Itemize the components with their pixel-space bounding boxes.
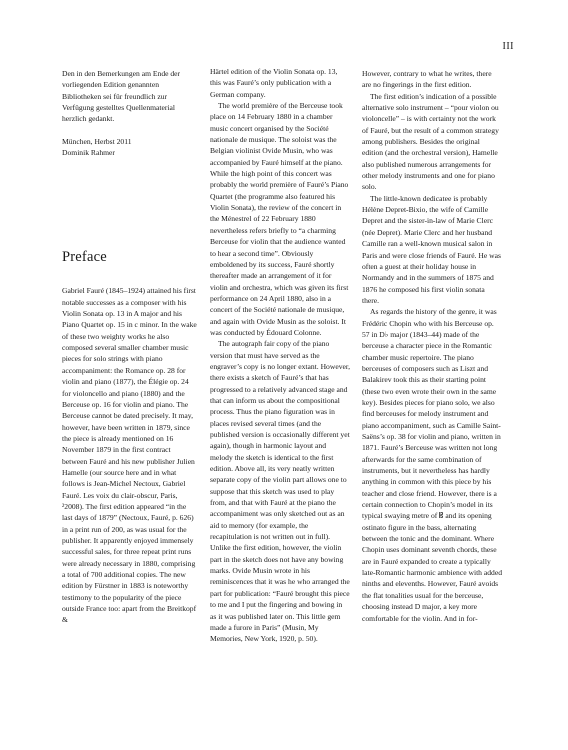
column-3 [362,68,502,624]
column2-paragraph-2: The world première of the Berceuse took place on 14 February 1880 in a chamber music concert organised by the Société nationale de musique. The soloist was the Belgian violinist Ovide Musin, who was accompanied by Fauré himself at the piano. While the high point of this concert was probably the world première of Fauré’s Piano Quartet (the programme also featured his Violin Sonata), the review of the concert in the Ménestrel of 22 February 1880 nevertheless refers briefly to “a charming Berceuse for violin that the audience wanted to hear a second time”. Obviously emboldened by its success, Fauré shortly thereafter made an arrangement of it for violin and orchestra, which was given its first performance on 24 April 1880, also in a concert of the Société nationale de musique, and again with Ovide Musin as the soloist. It was conducted by Édouard Colonne. [210,101,349,337]
column-2 [210,66,350,645]
column2-paragraph-1: Härtel edition of the Violin Sonata op. 13, this was Fauré’s only publication with a German company. [210,67,338,99]
column2-paragraph-3: The autograph fair copy of the piano version that must have served as the engraver’s copy is no longer extant. However, there exists a sketch of Fauré’s that has progressed to a relatively advanced stage and that can inform us about the compositional process. Thus the piano figuration was in places revised several times (and the published version is occasionally different yet again), though in harmonic layout and melody the sketch is identical to the first edition. Above all, its very neatly written separate copy of the violin part allows one to suppose that this sketch was used to play from, and that with Fauré at the piano the accompaniment was only sketched out as an aid to memory (for example, the recapitulation is not written out in full). Unlike the first edition, however, the violin part in the sketch does not have any bowing marks. Ovide Musin wrote in his reminiscences that it was he who arranged the part for publication: “Fauré brought this piece to me and I put the fingering and bowing in as it was published later on. This little gem made a furore in Paris” (Musin, My Memories, New York, 1920, p. 50). [210,339,350,644]
page-number: III [502,41,514,52]
acknowledgement-paragraph: Den in den Bemerkungen am Ende der vorliegenden Edition genannten Bibliotheken sei für freundlich zur Verfügung gestelltes Quellenmaterial herzlich gedankt. [62,69,181,124]
column3-paragraph-2: The first edition’s indication of a possible alternative solo instrument – “pour violon ou violoncelle” – is with certainty not the work of Fauré, but the result of a common strategy among publishers. Besides the original edition (and the orchestral version), Hamelle also published numerous arrangements for other melody instruments and one for piano solo. [362,91,499,192]
column-1 [62,68,197,626]
preface-heading: Preface [62,249,107,266]
author-name: Dominik Rahmer [62,148,115,158]
column3-paragraph-1: However, contrary to what he writes, there are no fingerings in the first edition. [362,69,492,90]
column3-paragraph-3: The little-known dedicatee is probably Hélène Depret-Bixio, the wife of Camille Depret and the sister-in-law of Marie Clerc (née Depret). Marie Clerc and her husband Camille ran a well-known musical salon in Paris and were close friends of Fauré. He was often a guest at their holiday house in Normandy and in the summers of 1875 and 1876 he composed his first violin sonata there. [362,193,501,305]
preface-paragraph-1: Gabriel Fauré (1845–1924) attained his first notable successes as a composer with his Violin Sonata op. 13 in A major and his Piano Quartet op. 15 in c minor. In the wake of these two weighty works he also composed several smaller chamber music pieces for solo strings with piano accompaniment: the Romance op. 28 for violin and piano (1877), the Élégie op. 24 for violoncello and piano (1880) and the Berceuse op. 16 for violin and piano. The Berceuse cannot be dated precisely. It may, however, have been written in 1879, since the piece is already mentioned on 16 November 1879 in the first contract between Fauré and his new publisher Julien Hamelle (our source here and in what follows is Jean-Michel Nectoux, Gabriel Fauré. Les voix du clair-obscur, Paris, ²2008). The first edition appeared “in the last days of 1879” (Nectoux, Fauré, p. 626) in a print run of 200, as was usual for the publisher. It apparently enjoyed immensely successful sales, for three repeat print runs were already necessary in 1880, comprising a total of 700 additional copies. The new edition by Fürstner in 1883 is noteworthy testimony to the popularity of the piece outside France too: apart from the Breitkopf & [62,286,197,625]
place-date: München, Herbst 2011 [62,136,132,146]
column3-paragraph-4: As regards the history of the genre, it was Frédéric Chopin who with his Berceuse op. 57 in D♭ major (1843–44) made of the berceuse a character piece in the Romantic chamber music repertoire. The piano berceuses of composers such as Liszt and Balakirev took this as their starting point (these two even wrote their own in the same key). Besides pieces for piano solo, we also find berceuses for melody instrument and piano accompaniment, such as Camille Saint-Saëns’s op. 38 for violin and piano, written in 1871. Fauré’s Berceuse was written not long afterwards for the same combination of instruments, but it nevertheless has hardly anything in common with this piece by his teacher and close friend. However, there is a certain connection to Chopin’s model in its typical swaying metre of 𝄡 and its opening ostinato figure in the bass, alternating between the tonic and the dominant. Where Chopin uses dominant seventh chords, these are in Fauré expanded to create a typically late-Romantic harmonic ambience with added ninths and elevenths. However, Fauré avoids the flat tonalities usual for the berceuse, choosing instead D major, a key more comfortable for the violin. And in for- [362,307,503,623]
